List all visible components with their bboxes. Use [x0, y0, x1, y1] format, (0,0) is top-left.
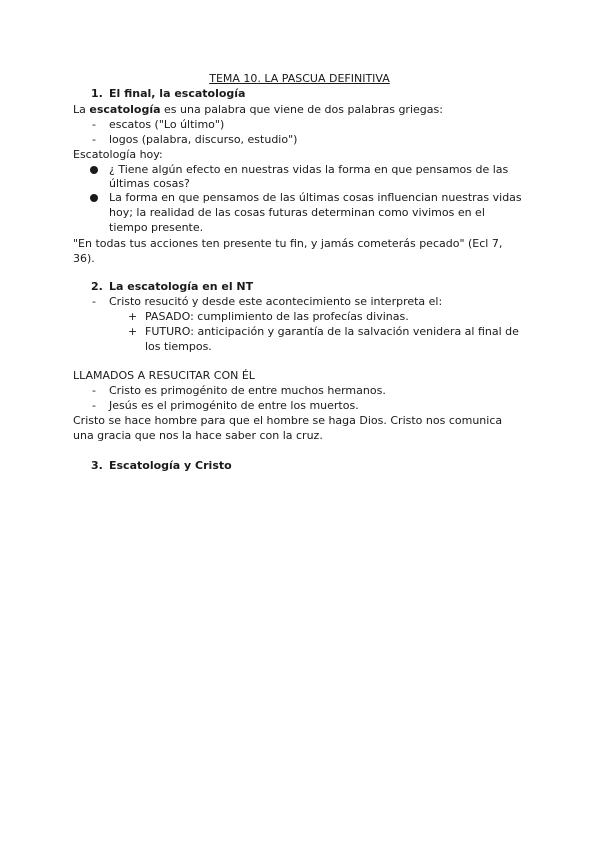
- bullet-icon: [90, 194, 98, 202]
- bullet-line: ¿ Tiene algún efecto en nuestras vidas la forma en que pensamos de las: [109, 163, 509, 176]
- section-1-title: El final, la escatología: [109, 87, 246, 100]
- section-2-number: 2.: [91, 280, 103, 293]
- escatologia-hoy-label: Escatología hoy:: [73, 148, 163, 161]
- bullet-line: hoy; la realidad de las cosas futuras determinan como vivimos en el: [109, 206, 485, 219]
- dash-marker: -: [92, 133, 96, 146]
- bullet-line: tiempo presente.: [109, 221, 204, 234]
- list-item: logos (palabra, discurso, estudio"): [109, 133, 298, 146]
- dash-marker: -: [92, 384, 96, 397]
- dash-marker: -: [92, 399, 96, 412]
- quote-line: 36).: [73, 252, 95, 265]
- sub-list-item: PASADO: cumplimiento de las profecías divinas.: [145, 310, 409, 323]
- section-2-heading: [91, 279, 253, 294]
- section-3-heading: [91, 458, 232, 473]
- list-item: Jesús es el primogénito de entre los muertos.: [109, 399, 359, 412]
- dash-marker: -: [92, 118, 96, 131]
- paragraph-line: una gracia que nos la hace saber con la cruz.: [73, 429, 323, 442]
- list-item: Cristo resucitó y desde este acontecimiento se interpreta el:: [109, 295, 443, 308]
- quote-line: "En todas tus acciones ten presente tu fin, y jamás cometerás pecado" (Ecl 7,: [73, 237, 503, 250]
- bullet-icon: [90, 166, 98, 174]
- section-3-title: Escatología y Cristo: [109, 459, 232, 472]
- section-1-number: 1.: [91, 87, 103, 100]
- sub-list-item: FUTURO: anticipación y garantía de la salvación venidera al final de: [145, 325, 519, 338]
- intro-bold-term: escatología: [89, 103, 161, 116]
- sub-list-item: los tiempos.: [145, 340, 212, 353]
- document-title: TEMA 10. LA PASCUA DEFINITIVA: [209, 72, 390, 85]
- plus-marker: +: [128, 325, 138, 338]
- dash-marker: -: [92, 295, 96, 308]
- section-3-number: 3.: [91, 459, 103, 472]
- list-item: escatos ("Lo último"): [109, 118, 225, 131]
- intro-prefix: La: [73, 103, 90, 116]
- intro-suffix: es una palabra que viene de dos palabras griegas:: [160, 103, 443, 116]
- plus-marker: +: [128, 310, 138, 323]
- section-2-title: La escatología en el NT: [109, 280, 254, 293]
- bullet-line: últimas cosas?: [109, 177, 190, 190]
- intro-paragraph: [73, 102, 443, 117]
- bullet-line: La forma en que pensamos de las últimas cosas influencian nuestras vidas: [109, 191, 522, 204]
- list-item: Cristo es primogénito de entre muchos hermanos.: [109, 384, 386, 397]
- llamados-heading: LLAMADOS A RESUCITAR CON ÉL: [73, 369, 255, 382]
- section-1-heading: [91, 86, 246, 101]
- paragraph-line: Cristo se hace hombre para que el hombre se haga Dios. Cristo nos comunica: [73, 414, 503, 427]
